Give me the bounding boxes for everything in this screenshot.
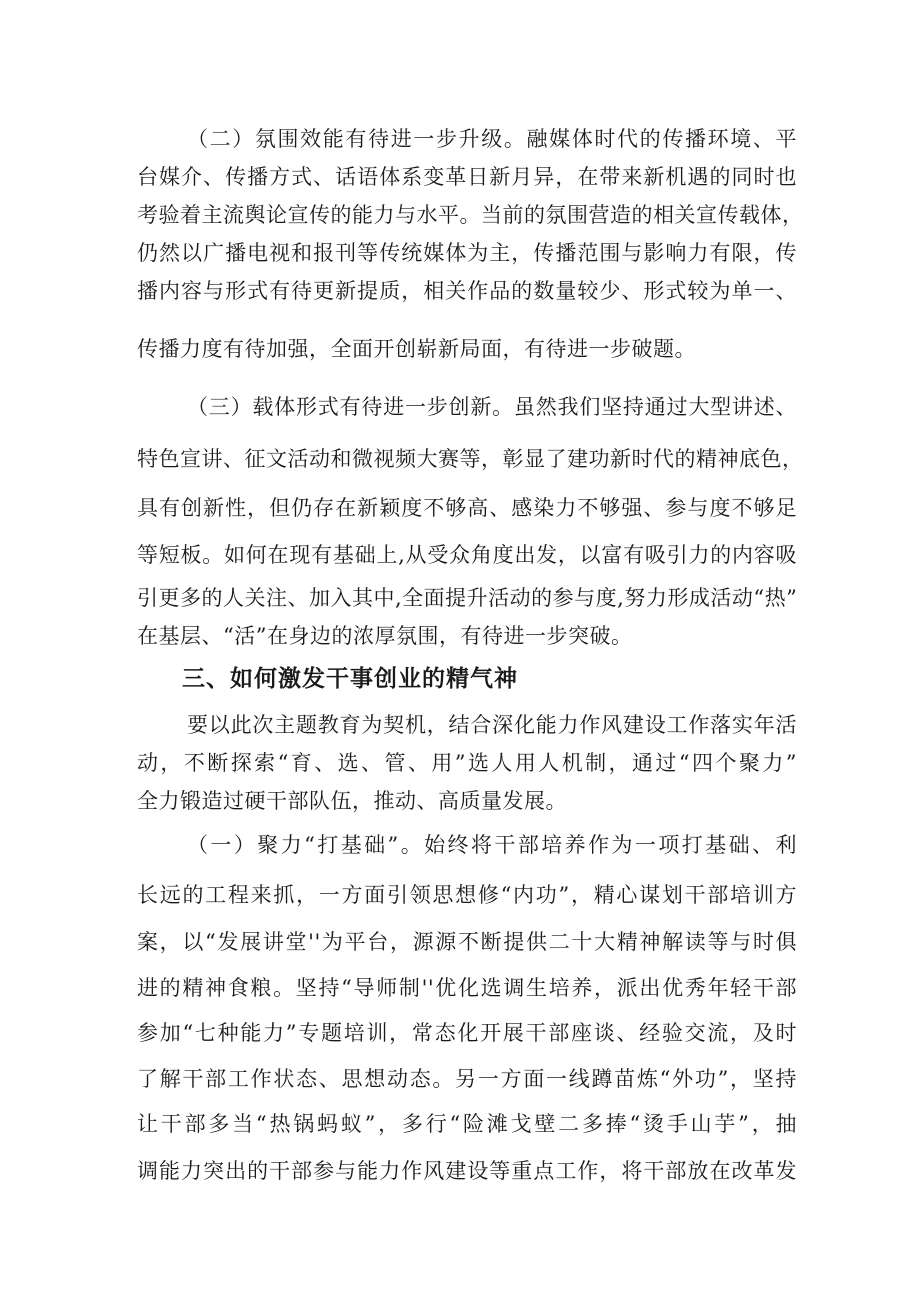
paragraph-line: 特色宣讲、征文活动和微视频大赛等，彰显了建功新时代的精神底色，	[137, 447, 804, 471]
paragraph-line: 引更多的人关注、加入其中,全面提升活动的参与度,努力形成活动“热”	[137, 586, 798, 610]
section-heading: 三、如何激发干事创业的精气神	[182, 666, 518, 692]
paragraph-line: 具有创新性，但仍存在新颖度不够高、感染力不够强、参与度不够足	[137, 496, 797, 520]
paragraph-line: 等短板。如何在现有基础上,从受众角度出发，以富有吸引力的内容吸	[137, 543, 797, 567]
paragraph-line: 参加“七种能力”专题培训，常态化开展干部座谈、经验交流，及时	[137, 1021, 797, 1045]
paragraph-line: （二）氛围效能有待进一步升级。融媒体时代的传播环境、平	[187, 127, 797, 151]
paragraph-line: 仍然以广播电视和报刊等传统媒体为主，传播范围与影响力有限，传	[137, 241, 797, 265]
paragraph-line: 动，不断探索“育、选、管、用”选人用人机制，通过“四个聚力”	[137, 751, 797, 775]
paragraph-line: 传播力度有待加强，全面开创崭新局面，有待进一步破题。	[137, 337, 696, 361]
paragraph-line: 进的精神食粮。坚持“导师制''优化选调生培养，派出优秀年轻干部	[137, 976, 797, 1000]
paragraph-line: 案，以“发展讲堂''为平台，源源不断提供二十大精神解读等与时俱	[137, 930, 797, 954]
paragraph-line: （三）载体形式有待进一步创新。虽然我们坚持通过大型讲述、	[187, 395, 797, 419]
paragraph-line: 台媒介、传播方式、话语体系变革日新月异，在带来新机遇的同时也	[137, 165, 797, 189]
paragraph-line: 让干部多当“热锅蚂蚁”，多行“险滩戈壁二多捧“烫手山芋”，抽	[137, 1112, 797, 1136]
paragraph-line: 了解干部工作状态、思想动态。另一方面一线蹲苗炼“外功”，坚持	[137, 1067, 797, 1091]
paragraph-line: 要以此次主题教育为契机，结合深化能力作风建设工作落实年活	[187, 713, 797, 737]
paragraph-line: 长远的工程来抓，一方面引领思想修“内功”，精心谋划干部培训方	[137, 883, 797, 907]
paragraph-line: （一）聚力“打基础”。始终将干部培养作为一项打基础、利	[187, 833, 797, 857]
paragraph-line: 全力锻造过硬干部队伍，推动、高质量发展。	[137, 789, 567, 813]
paragraph-line: 调能力突出的干部参与能力作风建设等重点工作，将干部放在改革发	[137, 1159, 797, 1183]
paragraph-line: 考验着主流舆论宣传的能力与水平。当前的氛围营造的相关宣传载体，	[137, 203, 804, 227]
paragraph-line: 在基层、“活”在身边的浓厚氛围，有待进一步突破。	[137, 624, 633, 648]
paragraph-line: 播内容与形式有待更新提质，相关作品的数量较少、形式较为单一、	[137, 279, 797, 303]
